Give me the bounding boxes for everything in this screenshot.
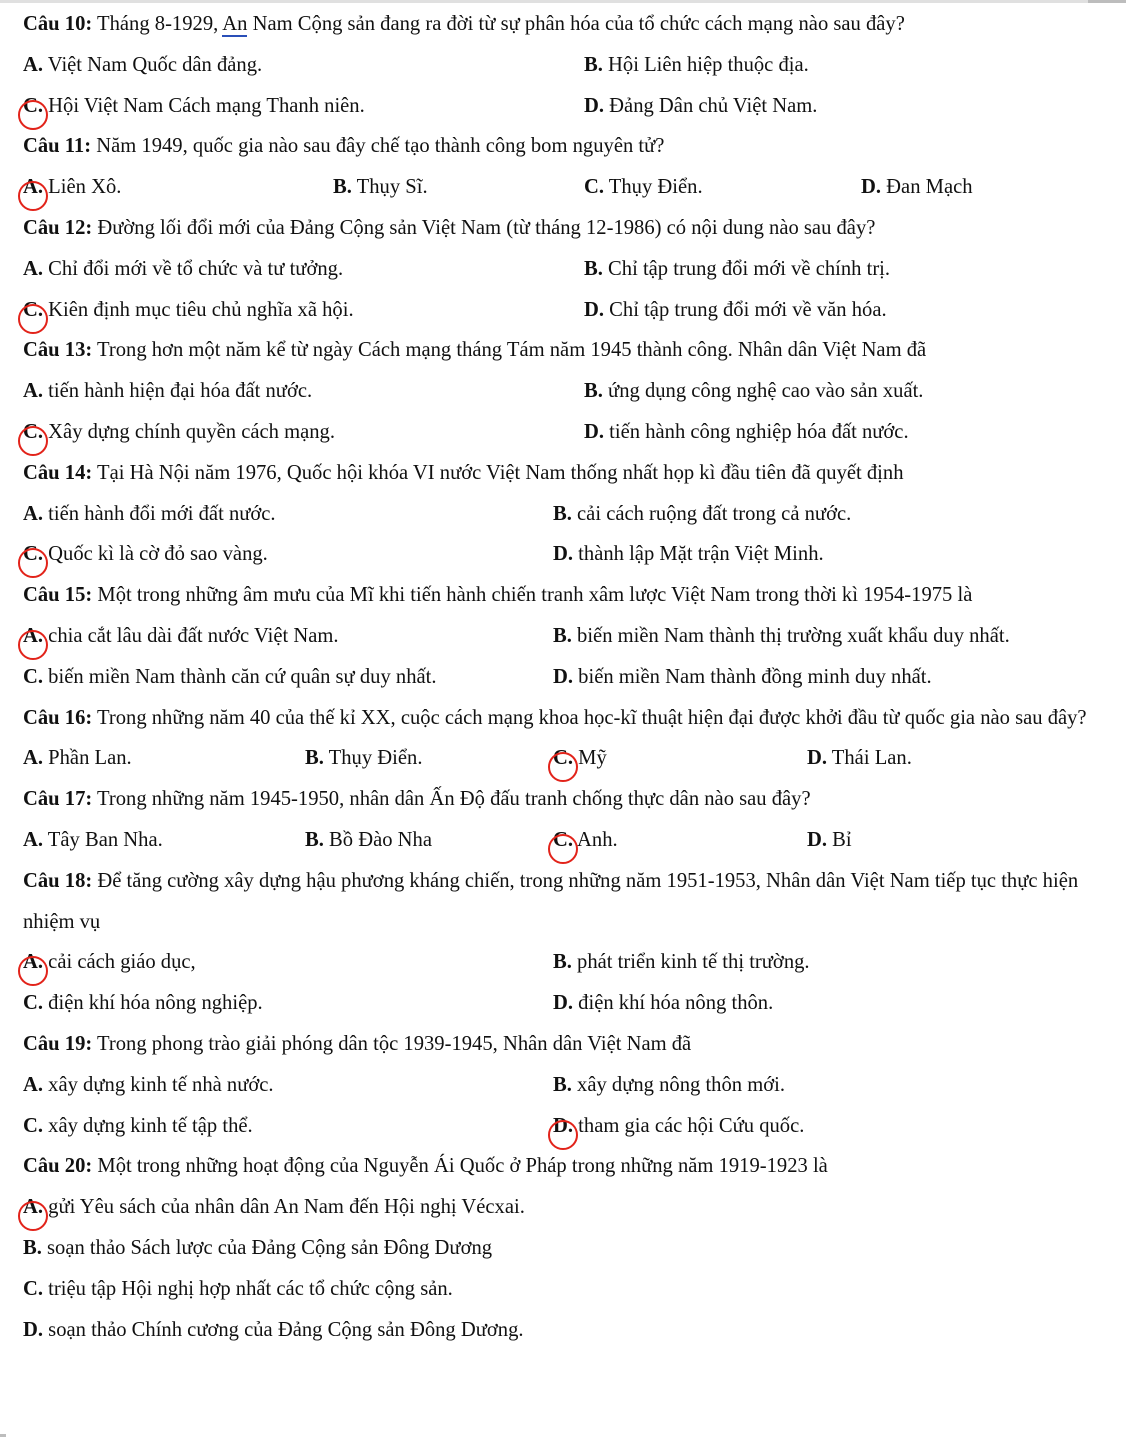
options-row: [23, 1310, 1113, 1351]
option-b[interactable]: B. ứng dụng công nghệ cao vào sản xuất.: [584, 380, 924, 403]
option-b[interactable]: B. Hội Liên hiệp thuộc địa.: [584, 53, 809, 76]
option-c[interactable]: C. Xây dựng chính quyền cách mạng.: [23, 412, 335, 453]
option-a[interactable]: A. tiến hành đổi mới đất nước.: [23, 502, 276, 525]
answer-circle: [18, 956, 48, 986]
option-a[interactable]: A. xây dựng kinh tế nhà nước.: [23, 1073, 274, 1096]
option-d[interactable]: D. tham gia các hội Cứu quốc.: [553, 1106, 804, 1147]
option-d[interactable]: D. điện khí hóa nông thôn.: [553, 992, 774, 1015]
options-row: [23, 167, 1113, 208]
question-10: Câu 10: Tháng 8-1929, An Nam Cộng sản đang ra đời từ sự phân hóa của tổ chức cách mạng nào sau đây?: [23, 13, 905, 35]
answer-circle: [18, 304, 48, 334]
question-number: Câu 18:: [23, 869, 93, 892]
answer-circle: [548, 1120, 578, 1150]
option-a[interactable]: A. Liên Xô.: [23, 167, 121, 208]
answer-circle: [18, 181, 48, 211]
option-a[interactable]: A. Việt Nam Quốc dân đảng.: [23, 53, 263, 76]
option-c[interactable]: C. biến miền Nam thành căn cứ quân sự duy nhất.: [23, 665, 437, 688]
question-number: Câu 15:: [23, 584, 93, 607]
options-row: [23, 371, 1113, 412]
question-number: Câu 13:: [23, 339, 93, 362]
options-row: [23, 412, 1113, 453]
options-row: [23, 494, 1113, 535]
question-number: Câu 19:: [23, 1032, 93, 1055]
question-number: Câu 12:: [23, 216, 93, 239]
options-row: [23, 1228, 1113, 1269]
top-border: [0, 0, 1126, 3]
option-d[interactable]: D. tiến hành công nghiệp hóa đất nước.: [584, 420, 909, 443]
question-15: Câu 15: Một trong những âm mưu của Mĩ khi tiến hành chiến tranh xâm lược Việt Nam trong thời kì 1954-1975 là: [23, 584, 973, 607]
options-row: [23, 249, 1113, 290]
option-d[interactable]: D. soạn thảo Chính cương của Đảng Cộng sản Đông Dương.: [23, 1318, 524, 1341]
option-a[interactable]: A. Chỉ đổi mới về tổ chức và tư tưởng.: [23, 257, 344, 280]
options-row: [23, 290, 1113, 331]
option-c[interactable]: C. Hội Việt Nam Cách mạng Thanh niên.: [23, 86, 365, 127]
question-11: Câu 11: Năm 1949, quốc gia nào sau đây chế tạo thành công bom nguyên tử?: [23, 135, 665, 158]
option-c[interactable]: C. điện khí hóa nông nghiệp.: [23, 992, 263, 1015]
options-row: [23, 1187, 1113, 1228]
options-row: [23, 942, 1113, 983]
option-c[interactable]: C. Mỹ: [553, 738, 607, 779]
options-row: [23, 1269, 1113, 1310]
question-20: Câu 20: Một trong những hoạt động của Nguyễn Ái Quốc ở Pháp trong những năm 1919-1923 là: [23, 1155, 828, 1178]
options-row: [23, 983, 1113, 1024]
quiz-page: [23, 4, 1113, 1350]
question-number: Câu 11:: [23, 135, 92, 158]
options-row: [23, 534, 1113, 575]
option-d[interactable]: D. Đảng Dân chủ Việt Nam.: [584, 94, 818, 117]
option-c[interactable]: C. xây dựng kinh tế tập thể.: [23, 1114, 253, 1137]
options-row: [23, 1065, 1113, 1106]
option-d[interactable]: D. Chỉ tập trung đổi mới về văn hóa.: [584, 298, 887, 321]
option-b[interactable]: B. xây dựng nông thôn mới.: [553, 1073, 785, 1096]
option-b[interactable]: B. Thụy Sĩ.: [333, 176, 428, 199]
option-d[interactable]: D. thành lập Mặt trận Việt Minh.: [553, 543, 824, 566]
option-b[interactable]: B. cải cách ruộng đất trong cả nước.: [553, 502, 852, 525]
question-19: Câu 19: Trong phong trào giải phóng dân tộc 1939-1945, Nhân dân Việt Nam đã: [23, 1032, 692, 1055]
option-c[interactable]: C. Quốc kì là cờ đỏ sao vàng.: [23, 534, 268, 575]
answer-circle: [548, 752, 578, 782]
answer-circle: [18, 1201, 48, 1231]
question-16: Câu 16: Trong những năm 40 của thế kỉ XX, cuộc cách mạng khoa học-kĩ thuật hiện đại được khởi đầu từ quốc gia nào sau đây?: [23, 706, 1087, 729]
question-number: Câu 14:: [23, 461, 93, 484]
question-number: Câu 16:: [23, 706, 93, 729]
question-17: Câu 17: Trong những năm 1945-1950, nhân dân Ấn Độ đấu tranh chống thực dân nào sau đây?: [23, 788, 811, 811]
option-a[interactable]: A. Tây Ban Nha.: [23, 828, 163, 851]
option-d[interactable]: D. Đan Mạch: [861, 176, 973, 199]
option-c[interactable]: C. Thụy Điển.: [584, 176, 703, 199]
option-a[interactable]: A. tiến hành hiện đại hóa đất nước.: [23, 380, 313, 403]
option-a[interactable]: A. gửi Yêu sách của nhân dân An Nam đến Hội nghị Vécxai.: [23, 1187, 525, 1228]
option-d[interactable]: D. Thái Lan.: [807, 747, 912, 770]
underlined-word: An: [222, 13, 248, 35]
options-row: [23, 738, 1113, 779]
question-14: Câu 14: Tại Hà Nội năm 1976, Quốc hội khóa VI nước Việt Nam thống nhất họp kì đầu tiên đã quyết định: [23, 461, 904, 484]
options-row: [23, 820, 1113, 861]
option-c[interactable]: C. Anh.: [553, 820, 618, 861]
answer-circle: [18, 548, 48, 578]
question-number: Câu 20:: [23, 1155, 93, 1178]
option-b[interactable]: B. biến miền Nam thành thị trường xuất khẩu duy nhất.: [553, 624, 1010, 647]
option-b[interactable]: B. soạn thảo Sách lược của Đảng Cộng sản Đông Dương: [23, 1236, 493, 1259]
option-a[interactable]: A. chia cắt lâu dài đất nước Việt Nam.: [23, 616, 339, 657]
answer-circle: [18, 426, 48, 456]
question-number: Câu 17:: [23, 788, 93, 811]
option-b[interactable]: B. Chỉ tập trung đổi mới về chính trị.: [584, 257, 891, 280]
answer-circle: [548, 834, 578, 864]
options-row: [23, 616, 1113, 657]
option-d[interactable]: D. biến miền Nam thành đồng minh duy nhất.: [553, 665, 932, 688]
options-row: [23, 657, 1113, 698]
option-a[interactable]: A. cải cách giáo dục,: [23, 942, 196, 983]
options-row: [23, 1106, 1113, 1147]
question-18: Câu 18: Để tăng cường xây dựng hậu phương kháng chiến, trong những năm 1951-1953, Nhân dân Việt Nam tiếp tục thực hiện nhiệm vụ: [23, 869, 1079, 933]
question-13: Câu 13: Trong hơn một năm kể từ ngày Cách mạng tháng Tám năm 1945 thành công. Nhân dân Việt Nam đã: [23, 339, 927, 362]
answer-circle: [18, 100, 48, 130]
question-12: Câu 12: Đường lối đổi mới của Đảng Cộng sản Việt Nam (từ tháng 12-1986) có nội dung nào sau đây?: [23, 216, 876, 239]
option-c[interactable]: C. triệu tập Hội nghị hợp nhất các tổ chức cộng sản.: [23, 1277, 453, 1300]
option-a[interactable]: A. Phần Lan.: [23, 747, 132, 770]
answer-circle: [18, 630, 48, 660]
option-b[interactable]: B. phát triển kinh tế thị trường.: [553, 951, 810, 974]
question-number: Câu 10:: [23, 13, 93, 35]
option-b[interactable]: B. Thụy Điển.: [305, 747, 423, 770]
option-c[interactable]: C. Kiên định mục tiêu chủ nghĩa xã hội.: [23, 290, 354, 331]
options-row: [23, 45, 1113, 86]
option-b[interactable]: B. Bồ Đào Nha: [305, 828, 432, 851]
options-row: [23, 86, 1113, 127]
top-border-tick: [1088, 0, 1126, 3]
option-d[interactable]: D. Bỉ: [807, 828, 852, 851]
